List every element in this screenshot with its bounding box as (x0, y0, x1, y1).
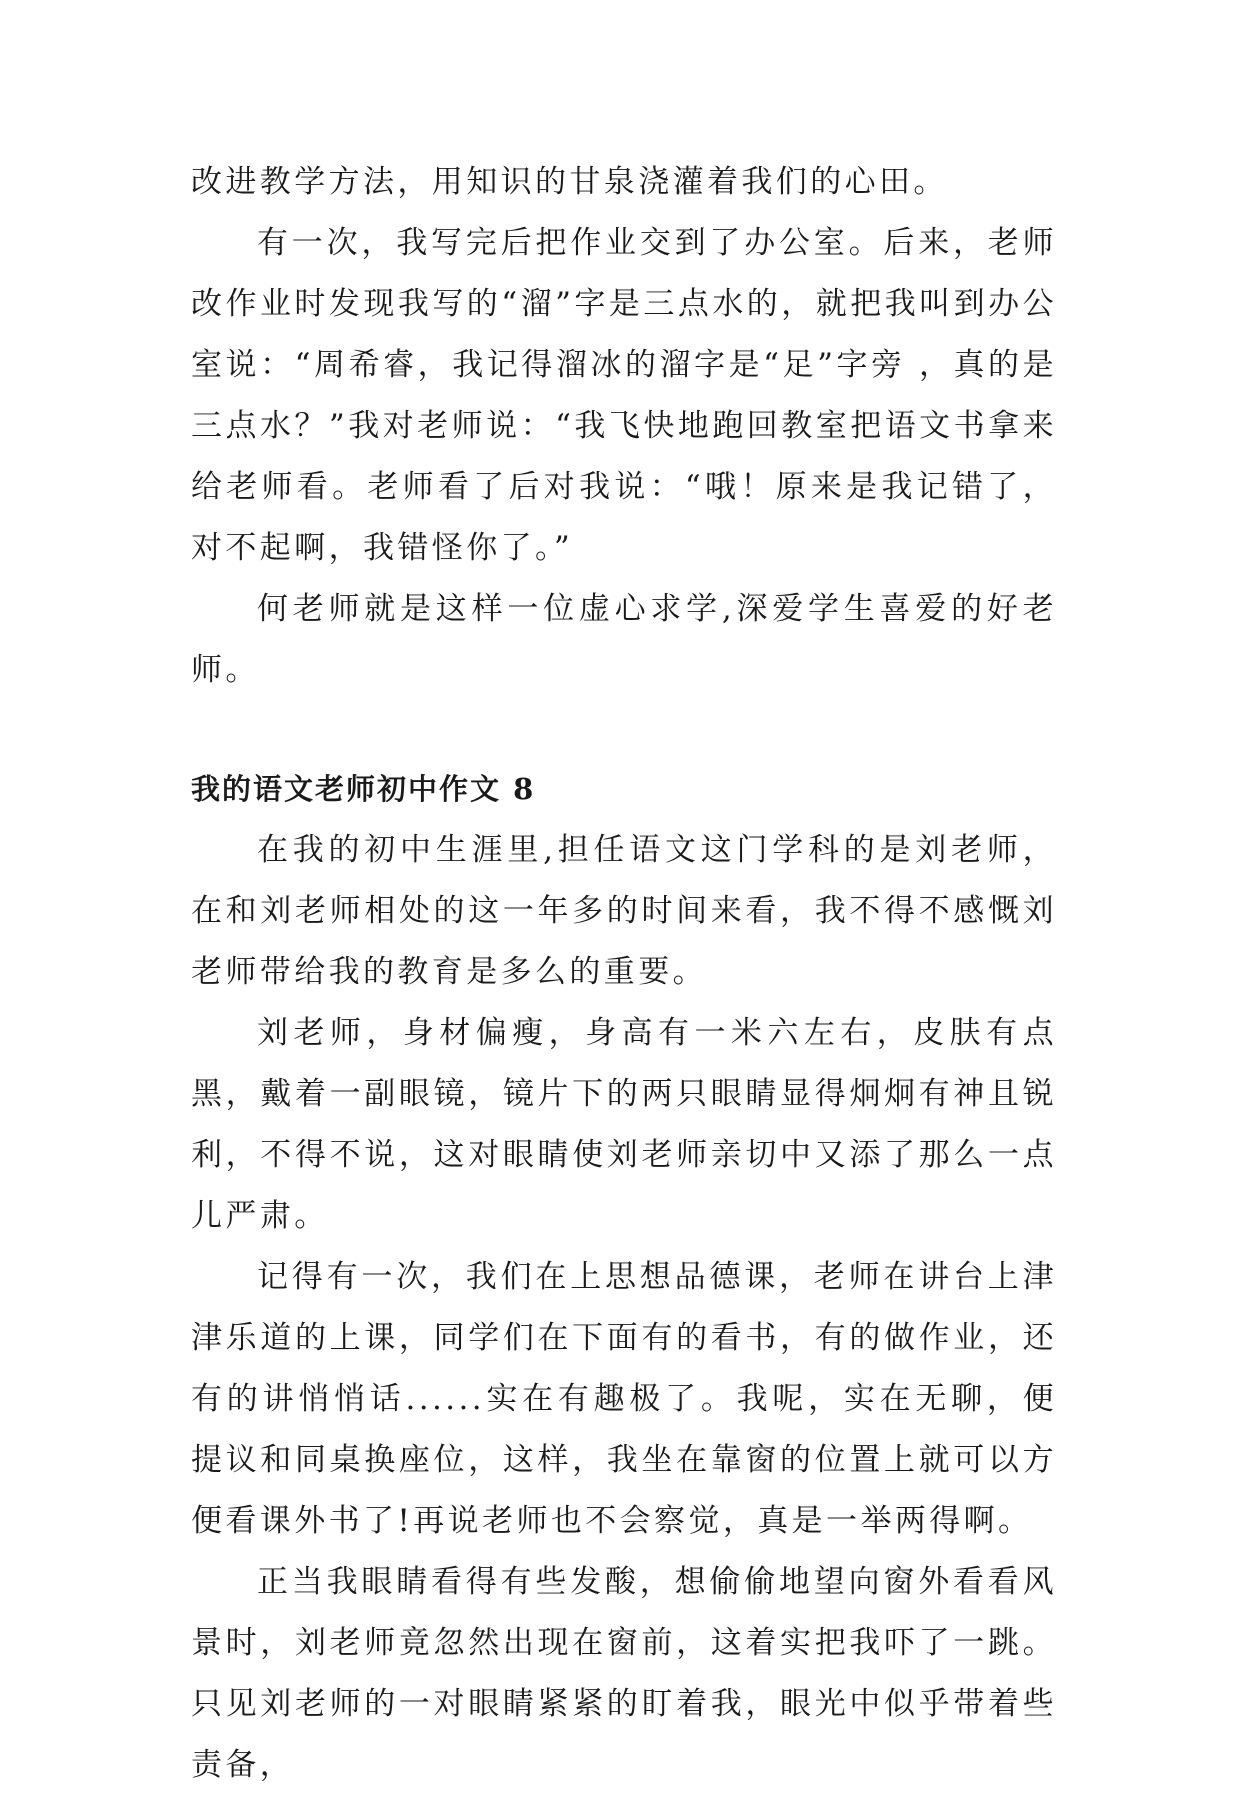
paragraph-description: 刘老师，身材偏瘦，身高有一米六左右，皮肤有点黑，戴着一副眼镜，镜片下的两只眼睛显得炯炯有神且锐利，不得不说，这对眼睛使刘老师亲切中又添了那么一点儿严肃。 (191, 1015, 1057, 1234)
paragraph-continuation: 改进教学方法，用知识的甘泉浇灌着我们的心田。 (191, 164, 948, 200)
document-body (191, 152, 1057, 1796)
paragraph-story: 有一次，我写完后把作业交到了办公室。后来，老师改作业时发现我写的“溜”字是三点水的，就把我叫到办公室说：“周希睿，我记得溜冰的溜字是“足”字旁 ，真的是三点水？”我对老师说：“我飞快地跑回教室把语文书拿来给老师看。老师看了后对我说：“哦！原来是我记错了，对不起啊，我错怪你了。” (191, 225, 1057, 566)
paragraph-window: 正当我眼睛看得有些发酸，想偷偷地望向窗外看看风景时，刘老师竟忽然出现在窗前，这着实把我吓了一跳。只见刘老师的一对眼睛紧紧的盯着我，眼光中似乎带着些责备， (191, 1564, 1057, 1783)
essay-heading: 我的语文老师初中作文 8 (191, 772, 536, 806)
paragraph-memory: 记得有一次，我们在上思想品德课，老师在讲台上津津乐道的上课，同学们在下面有的看书，有的做作业，还有的讲悄悄话......实在有趣极了。我呢，实在无聊，便提议和同桌换座位，这样，我坐在靠窗的位置上就可以方便看课外书了!再说老师也不会察觉，真是一举两得啊。 (191, 1259, 1057, 1539)
paragraph-intro: 在我的初中生涯里,担任语文这门学科的是刘老师，在和刘老师相处的这一年多的时间来看，我不得不感慨刘老师带给我的教育是多么的重要。 (191, 832, 1057, 990)
paragraph-conclusion: 何老师就是这样一位虚心求学,深爱学生喜爱的好老师。 (191, 591, 1057, 688)
